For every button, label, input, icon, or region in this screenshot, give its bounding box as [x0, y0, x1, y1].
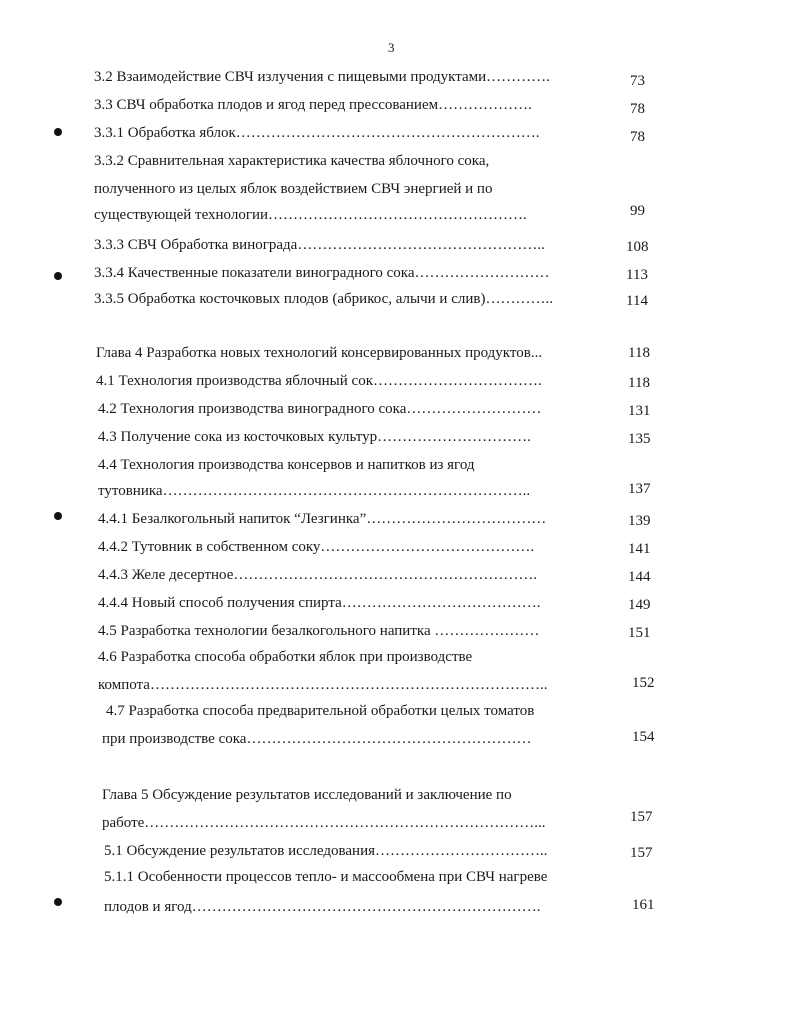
toc-line: плодов и ягод……………………………………………………………. [104, 899, 541, 915]
toc-line: 3.3.1 Обработка яблок……………………………………………………. [94, 125, 540, 141]
toc-page: 118 [628, 375, 650, 391]
toc-line: при производстве сока………………………………………………… [102, 731, 532, 747]
toc-line: 4.4.4 Новый способ получения спирта…………………………………. [98, 595, 541, 611]
toc-page: 149 [628, 597, 651, 613]
toc-page: 157 [630, 845, 653, 861]
toc-page: 135 [628, 431, 651, 447]
toc-page: 144 [628, 569, 651, 585]
toc-line: 4.4.3 Желе десертное……………………………………………………. [98, 567, 538, 583]
toc-page: 141 [628, 541, 651, 557]
toc-page: 161 [632, 897, 655, 913]
toc-line: 4.3 Получение сока из косточковых культур…………………………. [98, 429, 531, 445]
toc-line: 5.1 Обсуждение результатов исследования…………………………….. [104, 843, 548, 859]
toc-line: 3.3.4 Качественные показатели виноградного сока……………………… [94, 265, 550, 281]
page-number: 3 [388, 40, 395, 55]
toc-page: 114 [626, 293, 648, 309]
toc-page: 78 [630, 129, 645, 145]
punch-hole-mark [54, 128, 62, 136]
toc-line: 3.2 Взаимодействие СВЧ излучения с пищевыми продуктами…………. [94, 69, 550, 85]
toc-page: 113 [626, 267, 648, 283]
toc-page: 137 [628, 481, 651, 497]
toc-line: тутовника……………………………………………………………….. [98, 483, 531, 499]
toc-page: 131 [628, 403, 651, 419]
toc-page: 151 [628, 625, 651, 641]
toc-line: 4.7 Разработка способа предварительной обработки целых томатов [106, 703, 535, 719]
toc-line: Глава 5 Обсуждение результатов исследований и заключение по [102, 787, 512, 803]
toc-page: 139 [628, 513, 651, 529]
toc-line: компота…………………………………………………………………….. [98, 677, 548, 693]
toc-line: полученного из целых яблок воздействием СВЧ энергией и по [94, 181, 493, 197]
toc-page: 157 [630, 809, 653, 825]
toc-line: 3.3 СВЧ обработка плодов и ягод перед прессованием………………. [94, 97, 532, 113]
toc-line: 3.3.5 Обработка косточковых плодов (абрикос, алычи и слив)………….. [94, 291, 553, 307]
toc-line: Глава 4 Разработка новых технологий консервированных продуктов... [96, 345, 543, 361]
toc-line: 3.3.2 Сравнительная характеристика качества яблочного сока, [94, 153, 490, 169]
toc-line: 4.1 Технология производства яблочный сок……………………………. [96, 373, 542, 389]
toc-page: 73 [630, 73, 645, 89]
toc-line: 4.6 Разработка способа обработки яблок при производстве [98, 649, 473, 665]
toc-page: 99 [630, 203, 645, 219]
toc-line: 4.5 Разработка технологии безалкогольного напитка ………………… [98, 623, 540, 639]
punch-hole-mark [54, 898, 62, 906]
toc-line: 5.1.1 Особенности процессов тепло- и массообмена при СВЧ нагреве [104, 869, 548, 885]
toc-page: 118 [628, 345, 650, 361]
toc-line: существующей технологии……………………………………………. [94, 207, 527, 223]
toc-page: 78 [630, 101, 645, 117]
toc-line: 4.4.1 Безалкогольный напиток “Лезгинка”……………………………… [98, 511, 547, 527]
toc-line: 4.2 Технология производства виноградного сока……………………… [98, 401, 542, 417]
toc-page: 152 [632, 675, 655, 691]
toc-line: 4.4.2 Тутовник в собственном соку……………………………………. [98, 539, 535, 555]
toc-line: 4.4 Технология производства консервов и напитков из ягод [98, 457, 475, 473]
toc-page: 154 [632, 729, 655, 745]
toc-line: работе……………………………………………………………………... [102, 815, 546, 831]
punch-hole-mark [54, 272, 62, 280]
punch-hole-mark [54, 512, 62, 520]
toc-page: 108 [626, 239, 649, 255]
toc-line: 3.3.3 СВЧ Обработка винограда………………………………………….. [94, 237, 545, 253]
